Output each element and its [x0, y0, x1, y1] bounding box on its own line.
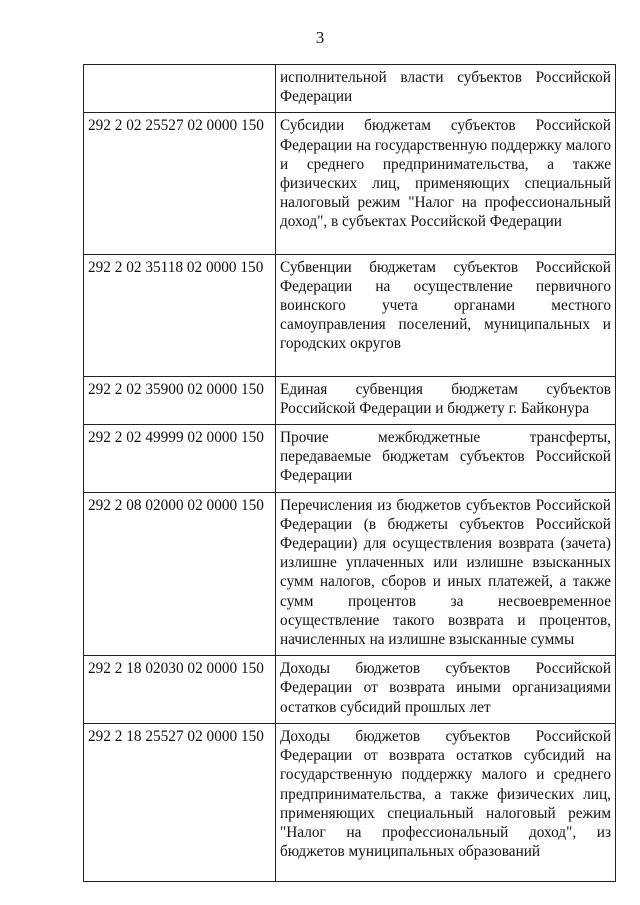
table-row: [84, 492, 616, 656]
description-cell: Субвенции бюджетам субъектов Российской Федерации на осуществление первичного воинского учета органами местного самоуправления поселений, муниципальных и городских округов: [276, 254, 616, 376]
code-cell: 292 2 02 49999 02 0000 150: [84, 425, 276, 493]
code-cell: 292 2 08 02000 02 0000 150: [84, 492, 276, 656]
code-cell: [84, 65, 276, 113]
table-row: [84, 65, 616, 113]
table-row: [84, 376, 616, 424]
description-cell: исполнительной власти субъектов Российской Федерации: [276, 65, 616, 113]
table-row: [84, 723, 616, 881]
description-cell: Прочие межбюджетные трансферты, передаваемые бюджетам субъектов Российской Федерации: [276, 425, 616, 493]
page-number: 3: [315, 28, 325, 47]
table-row: [84, 656, 616, 724]
description-cell: Перечисления из бюджетов субъектов Российской Федерации (в бюджеты субъектов Российской Федерации) для осуществления возврата (зачета) излишне уплаченных или излишне взысканных сумм налогов, сборов и иных платежей, а также сумм процентов за несвоевременное осуществление такого возврата и процентов, начисленных на излишне взысканные суммы: [276, 492, 616, 656]
code-cell: 292 2 02 25527 02 0000 150: [84, 113, 276, 254]
code-cell: 292 2 02 35900 02 0000 150: [84, 376, 276, 424]
code-cell: 292 2 18 25527 02 0000 150: [84, 723, 276, 881]
code-cell: 292 2 18 02030 02 0000 150: [84, 656, 276, 724]
description-cell: Доходы бюджетов субъектов Российской Федерации от возврата остатков субсидий на государственную поддержку малого и среднего предпринимательства, а также физических лиц, применяющих специальный налоговый режим "Налог на профессиональный доход", из бюджетов муниципальных образований: [276, 723, 616, 881]
description-cell: Субсидии бюджетам субъектов Российской Федерации на государственную поддержку малого и среднего предпринимательства, а также физических лиц, применяющих специальный налоговый режим "Налог на профессиональный доход", в субъектах Российской Федерации: [276, 113, 616, 254]
code-cell: 292 2 02 35118 02 0000 150: [84, 254, 276, 376]
description-cell: Единая субвенция бюджетам субъектов Российской Федерации и бюджету г. Байконура: [276, 376, 616, 424]
description-cell: Доходы бюджетов субъектов Российской Федерации от возврата иными организациями остатков субсидий прошлых лет: [276, 656, 616, 724]
table-row: [84, 113, 616, 254]
table-row: [84, 254, 616, 376]
budget-classification-table: [83, 64, 616, 882]
table-row: [84, 425, 616, 493]
